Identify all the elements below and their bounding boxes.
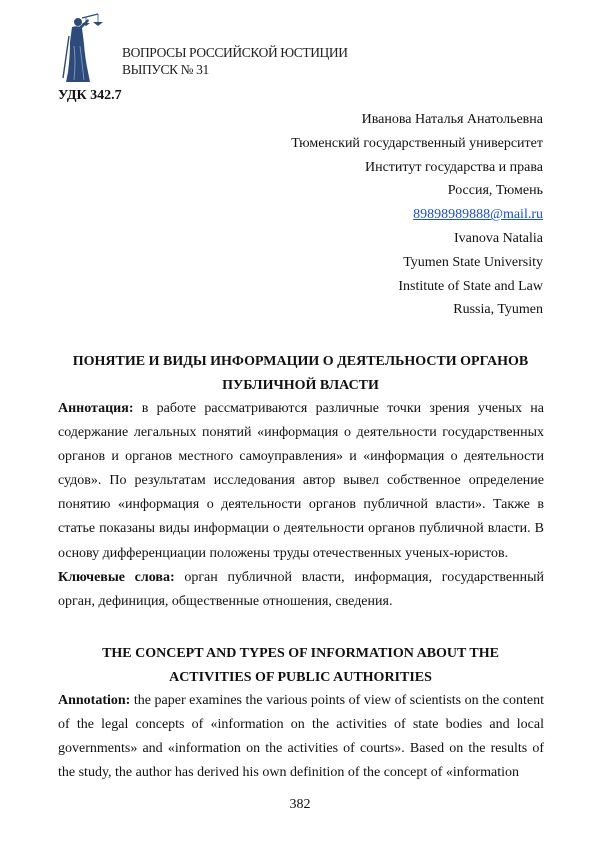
author-university-ru: Тюменский государственный университет [291, 135, 543, 151]
keywords-ru [58, 566, 544, 614]
page-number: 382 [289, 797, 311, 812]
article-title-en [58, 642, 543, 689]
abstract-ru-text: в работе рассматриваются различные точки зрения ученых на содержание легальных понятий «информация о деятельности государственных органов и органов местного самоуправления» и «информация о деятельности судов». По результатам исследования автор вывел собственное определение понятию «информация о деятельности органов публичной власти». Также в статье показаны виды информации о деятельности органов публичной власти. В основу дифференциации положены труды отечественных ученых-юристов. [58, 401, 544, 561]
author-name-ru: Иванова Наталья Анатольевна [361, 112, 543, 127]
journal-issue: ВЫПУСК № 31 [122, 62, 209, 77]
author-institute-en: Institute of State and Law [398, 278, 543, 294]
journal-name: ВОПРОСЫ РОССИЙСКОЙ ЮСТИЦИИ [122, 45, 348, 60]
article-title-en-line2: ACTIVITIES OF PUBLIC AUTHORITIES [169, 669, 432, 685]
author-location-ru: Россия, Тюмень [447, 183, 543, 199]
article-title-ru-line1: ПОНЯТИЕ И ВИДЫ ИНФОРМАЦИИ О ДЕЯТЕЛЬНОСТИ ОРГАНОВ [72, 354, 529, 369]
author-location-en: Russia, Tyumen [453, 302, 543, 318]
journal-header [58, 8, 378, 82]
article-title-en-line1: THE CONCEPT AND TYPES OF INFORMATION ABOUT THE [102, 646, 499, 661]
author-university-en: Tyumen State University [403, 254, 543, 270]
author-name-en: Ivanova Natalia [453, 230, 543, 246]
udk-code: УДК 342.7 [58, 88, 122, 103]
abstract-en [58, 689, 544, 785]
author-email-link[interactable]: 89898989888@mail.ru [413, 207, 543, 223]
abstract-ru [58, 397, 544, 566]
author-block [291, 108, 543, 322]
abstract-ru-label: Аннотация: [58, 401, 134, 416]
journal-title [122, 44, 348, 78]
abstract-en-text: the paper examines the various points of view of scientists on the content of the legal concepts of «information on the activities of state bodies and local governments» and «information on the activities of courts». Based on the results of the study, the author has derived his own definition of the concept of «information [58, 693, 544, 781]
abstract-en-label: Annotation: [58, 693, 131, 708]
article-title-ru-line2: ПУБЛИЧНОЙ ВЛАСТИ [222, 377, 379, 393]
keywords-ru-label: Ключевые слова: [58, 570, 175, 585]
themis-statue-icon [58, 10, 104, 84]
author-institute-ru: Институт государства и права [364, 159, 543, 175]
article-title-ru [58, 350, 543, 397]
keywords-ru-text: орган публичной власти, информация, государственный орган, дефиниция, общественные отношения, сведения. [58, 570, 544, 610]
